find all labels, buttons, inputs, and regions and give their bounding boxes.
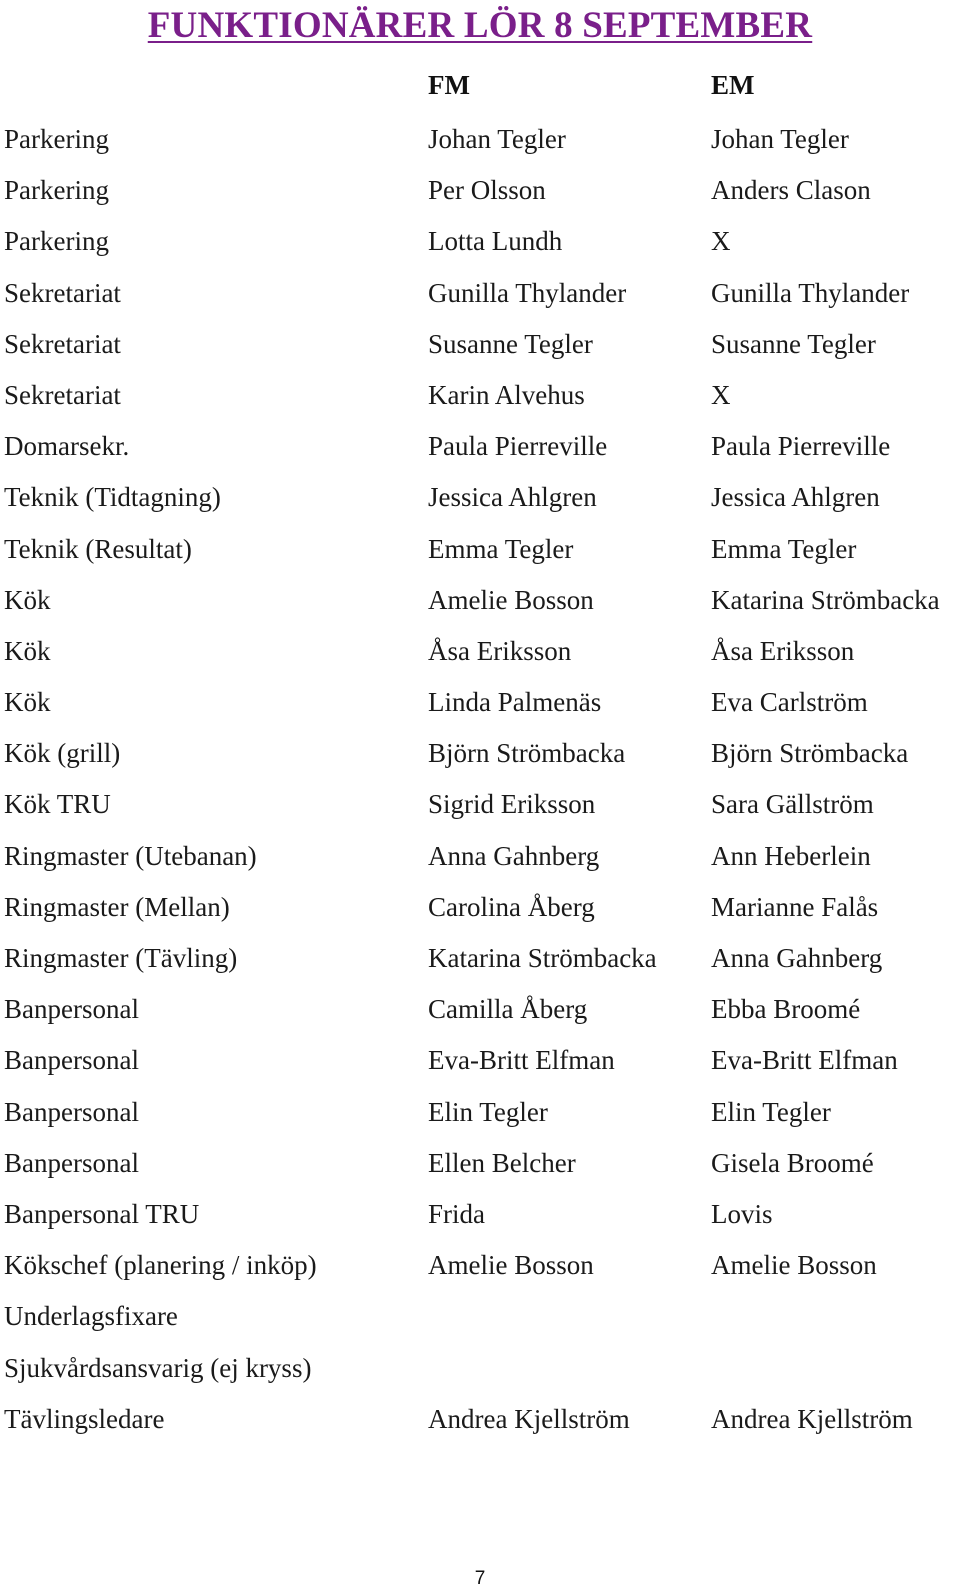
em-cell: Ann Heberlein bbox=[711, 840, 871, 871]
role-cell: Parkering bbox=[4, 175, 109, 206]
fm-cell: Sigrid Eriksson bbox=[428, 789, 596, 820]
fm-cell: Amelie Bosson bbox=[428, 1250, 594, 1281]
fm-cell: Elin Tegler bbox=[428, 1096, 548, 1127]
table-row bbox=[0, 984, 960, 1035]
table-row bbox=[0, 882, 960, 933]
role-cell: Kök bbox=[4, 635, 51, 666]
table-row bbox=[0, 728, 960, 779]
role-cell: Banpersonal bbox=[4, 1147, 139, 1178]
fm-cell: Emma Tegler bbox=[428, 533, 574, 564]
em-cell: Jessica Ahlgren bbox=[711, 482, 880, 513]
em-cell: Lovis bbox=[711, 1198, 773, 1229]
table-row bbox=[0, 370, 960, 421]
fm-cell: Frida bbox=[428, 1198, 485, 1229]
role-cell: Parkering bbox=[4, 226, 109, 257]
em-cell: Ebba Broomé bbox=[711, 994, 861, 1025]
table-row bbox=[0, 677, 960, 728]
em-cell: Andrea Kjellström bbox=[711, 1403, 913, 1434]
role-cell: Sekretariat bbox=[4, 379, 121, 410]
fm-cell: Gunilla Thylander bbox=[428, 277, 627, 308]
fm-cell: Ellen Belcher bbox=[428, 1147, 576, 1178]
table-row bbox=[0, 319, 960, 370]
table-row bbox=[0, 421, 960, 472]
em-cell: Johan Tegler bbox=[711, 124, 849, 154]
fm-cell: Eva-Britt Elfman bbox=[428, 1045, 615, 1076]
fm-cell: Jessica Ahlgren bbox=[428, 482, 597, 513]
column-header-em: EM bbox=[711, 70, 755, 100]
column-header-fm: FM bbox=[428, 70, 470, 100]
role-cell: Ringmaster (Utebanan) bbox=[4, 840, 257, 871]
fm-cell: Björn Strömbacka bbox=[428, 738, 626, 769]
role-cell: Kökschef (planering / inköp) bbox=[4, 1250, 317, 1281]
role-cell: Kök TRU bbox=[4, 789, 111, 820]
table-row bbox=[0, 1240, 960, 1291]
em-cell: Paula Pierreville bbox=[711, 431, 891, 462]
table-row bbox=[0, 626, 960, 677]
role-cell: Banpersonal bbox=[4, 1045, 139, 1076]
role-cell: Sjukvårdsansvarig (ej kryss) bbox=[4, 1352, 312, 1383]
fm-cell: Lotta Lundh bbox=[428, 226, 563, 257]
em-cell: Sara Gällström bbox=[711, 789, 874, 820]
fm-cell: Linda Palmenäs bbox=[428, 687, 602, 718]
column-header-row bbox=[0, 70, 960, 102]
role-cell: Underlagsfixare bbox=[4, 1301, 178, 1332]
table-row bbox=[0, 933, 960, 984]
table-row bbox=[0, 216, 960, 267]
page-title: FUNKTIONÄRER LÖR 8 SEPTEMBER bbox=[147, 5, 813, 46]
role-cell: Ringmaster (Mellan) bbox=[4, 891, 230, 922]
fm-cell: Susanne Tegler bbox=[428, 328, 593, 359]
fm-cell: Amelie Bosson bbox=[428, 584, 594, 615]
role-cell: Sekretariat bbox=[4, 328, 121, 359]
table-row bbox=[0, 1394, 960, 1445]
em-cell: Gisela Broomé bbox=[711, 1147, 874, 1178]
role-cell: Banpersonal bbox=[4, 1096, 139, 1127]
table-row bbox=[0, 165, 960, 216]
fm-cell: Johan Tegler bbox=[428, 124, 566, 154]
role-cell: Parkering bbox=[4, 124, 109, 154]
table-row bbox=[0, 472, 960, 523]
fm-cell: Anna Gahnberg bbox=[428, 840, 600, 871]
table-row bbox=[0, 268, 960, 319]
table-row bbox=[0, 1291, 960, 1342]
role-cell: Banpersonal TRU bbox=[4, 1198, 200, 1229]
table-row bbox=[0, 575, 960, 626]
fm-cell: Camilla Åberg bbox=[428, 994, 588, 1025]
role-cell: Kök (grill) bbox=[4, 738, 121, 769]
em-cell: Emma Tegler bbox=[711, 533, 857, 564]
em-cell: Anna Gahnberg bbox=[711, 943, 883, 973]
em-cell: Eva-Britt Elfman bbox=[711, 1045, 898, 1076]
fm-cell: Andrea Kjellström bbox=[428, 1403, 630, 1434]
fm-cell: Carolina Åberg bbox=[428, 891, 595, 922]
role-cell: Teknik (Resultat) bbox=[4, 533, 192, 564]
em-cell: Amelie Bosson bbox=[711, 1250, 877, 1281]
em-cell: X bbox=[711, 226, 731, 257]
role-cell: Banpersonal bbox=[4, 994, 139, 1025]
em-cell: Åsa Eriksson bbox=[711, 635, 855, 666]
role-cell: Ringmaster (Tävling) bbox=[4, 943, 238, 973]
table-row bbox=[0, 1138, 960, 1189]
em-cell: Susanne Tegler bbox=[711, 328, 876, 359]
fm-cell: Karin Alvehus bbox=[428, 379, 585, 410]
fm-cell: Per Olsson bbox=[428, 175, 546, 206]
role-cell: Teknik (Tidtagning) bbox=[4, 482, 221, 513]
role-cell: Tävlingsledare bbox=[4, 1403, 165, 1434]
em-cell: Elin Tegler bbox=[711, 1096, 831, 1127]
table-row bbox=[0, 114, 960, 165]
fm-cell: Paula Pierreville bbox=[428, 431, 608, 462]
em-cell: Björn Strömbacka bbox=[711, 738, 909, 769]
em-cell: Katarina Strömbacka bbox=[711, 584, 940, 615]
role-cell: Domarsekr. bbox=[4, 431, 130, 462]
table-row bbox=[0, 831, 960, 882]
em-cell: Eva Carlström bbox=[711, 687, 868, 718]
fm-cell: Åsa Eriksson bbox=[428, 635, 572, 666]
role-cell: Kök bbox=[4, 687, 51, 718]
em-cell: Gunilla Thylander bbox=[711, 277, 910, 308]
page-number: 7 bbox=[474, 1568, 486, 1589]
table-row bbox=[0, 1035, 960, 1086]
role-cell: Sekretariat bbox=[4, 277, 121, 308]
table-row bbox=[0, 1343, 960, 1394]
table-row bbox=[0, 1087, 960, 1138]
table-row bbox=[0, 1189, 960, 1240]
table-row bbox=[0, 779, 960, 830]
em-cell: X bbox=[711, 379, 731, 410]
em-cell: Anders Clason bbox=[711, 175, 871, 206]
role-cell: Kök bbox=[4, 584, 51, 615]
em-cell: Marianne Falås bbox=[711, 891, 879, 922]
fm-cell: Katarina Strömbacka bbox=[428, 943, 657, 973]
staff-table bbox=[0, 114, 960, 1445]
table-row bbox=[0, 524, 960, 575]
